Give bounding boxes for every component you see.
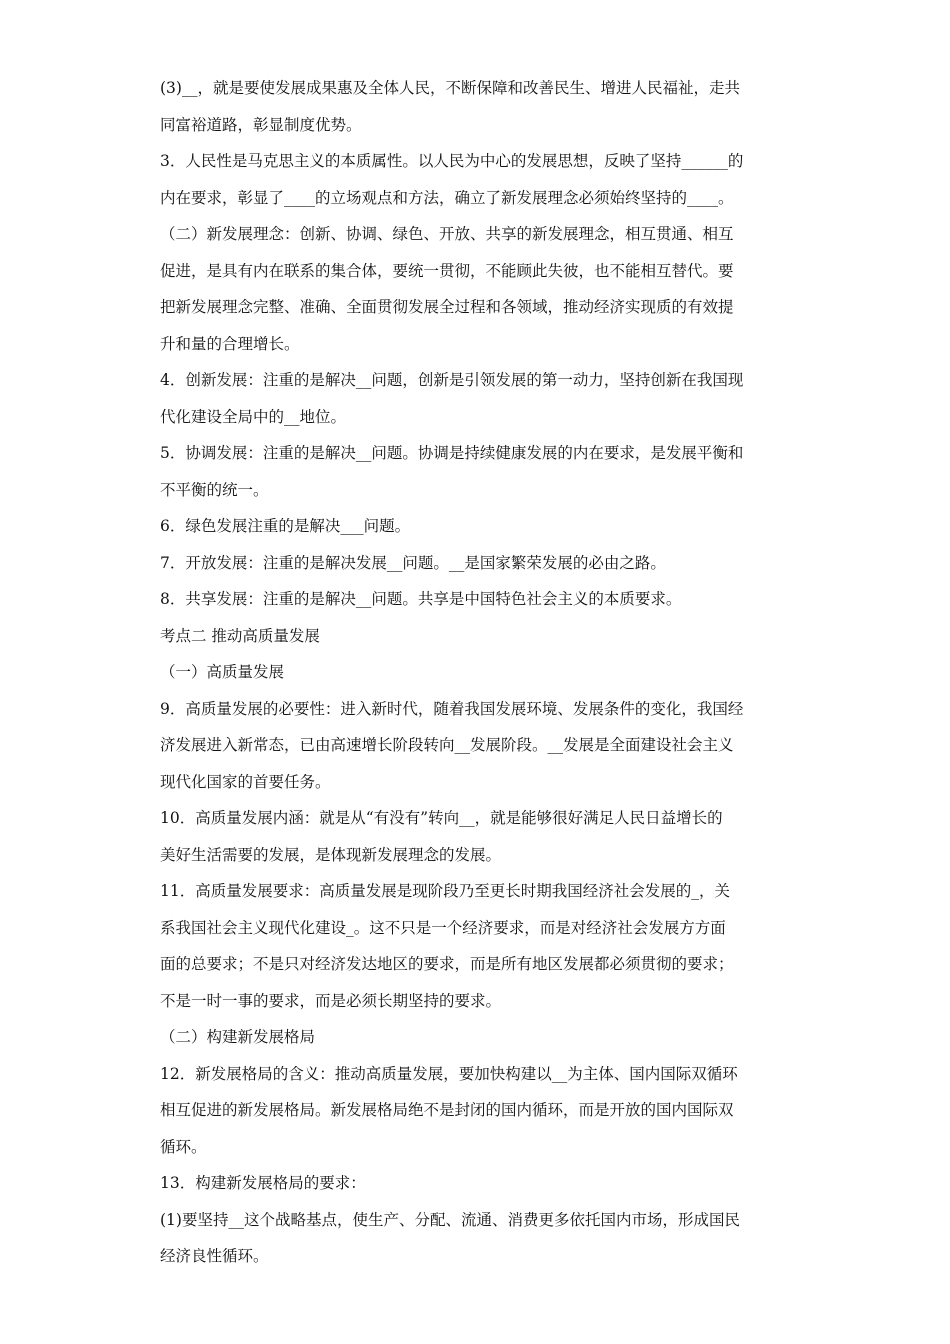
text-line: 7．开放发展：注重的是解决发展__问题。__是国家繁荣发展的必由之路。 xyxy=(160,553,666,572)
text-line: (3)__，就是要使发展成果惠及全体人民，不断保障和改善民生、增进人民福祉，走共 xyxy=(160,79,740,97)
document-body xyxy=(160,70,792,1275)
text-line: 升和量的合理增长。 xyxy=(160,334,300,353)
text-line: 循环。 xyxy=(160,1137,207,1156)
paragraph-p3-item3 xyxy=(160,70,792,143)
text-line: 考点二 推动高质量发展 xyxy=(160,626,320,645)
text-line: （一）高质量发展 xyxy=(160,663,285,681)
text-line: 6．绿色发展注重的是解决___问题。 xyxy=(160,517,411,535)
text-line: 12．新发展格局的含义：推动高质量发展，要加快构建以__为主体、国内国际双循环 xyxy=(160,1064,738,1083)
text-line: 10．高质量发展内涵：就是从“有没有”转向__，就是能够很好满足人民日益增长的 xyxy=(160,809,723,827)
text-line: 促进，是具有内在联系的集合体，要统一贯彻，不能顾此失彼，也不能相互替代。要 xyxy=(160,261,734,280)
text-line: 把新发展理念完整、准确、全面贯彻发展全过程和各领域，推动经济实现质的有效提 xyxy=(160,298,734,316)
text-line: 不是一时一事的要求，而是必须长期坚持的要求。 xyxy=(160,991,502,1010)
paragraph-q6 xyxy=(160,508,792,545)
text-line: 美好生活需要的发展，是体现新发展理念的发展。 xyxy=(160,845,502,864)
text-line: 现代化国家的首要任务。 xyxy=(160,772,331,791)
paragraph-q12 xyxy=(160,1056,792,1166)
text-line: 经济良性循环。 xyxy=(160,1247,269,1265)
text-line: 4．创新发展：注重的是解决__问题，创新是引领发展的第一动力，坚持创新在我国现 xyxy=(160,371,744,389)
text-line: 11．高质量发展要求：高质量发展是现阶段乃至更长时期我国经济社会发展的_，关 xyxy=(160,882,730,900)
paragraph-q5 xyxy=(160,435,792,508)
text-line: 5．协调发展：注重的是解决__问题。协调是持续健康发展的内在要求，是发展平衡和 xyxy=(160,444,744,462)
text-line: 8．共享发展：注重的是解决__问题。共享是中国特色社会主义的本质要求。 xyxy=(160,590,682,608)
text-line: （二）新发展理念：创新、协调、绿色、开放、共享的新发展理念，相互贯通、相互 xyxy=(160,225,734,243)
text-line: 内在要求，彰显了____的立场观点和方法，确立了新发展理念必须始终坚持的____。 xyxy=(160,188,734,207)
paragraph-q10 xyxy=(160,800,792,873)
text-line: 系我国社会主义现代化建设_。这不只是一个经济要求，而是对经济社会发展方方面 xyxy=(160,918,726,937)
text-line: 同富裕道路，彰显制度优势。 xyxy=(160,115,362,134)
paragraph-q3 xyxy=(160,143,792,216)
paragraph-q7 xyxy=(160,545,792,582)
paragraph-q9 xyxy=(160,691,792,801)
text-line: （二）构建新发展格局 xyxy=(160,1028,316,1046)
text-line: 3．人民性是马克思主义的本质属性。以人民为中心的发展思想，反映了坚持______的 xyxy=(160,152,744,170)
paragraph-q8 xyxy=(160,581,792,618)
text-line: 13．构建新发展格局的要求： xyxy=(160,1174,366,1192)
text-line: 不平衡的统一。 xyxy=(160,480,269,499)
paragraph-sec-hq xyxy=(160,654,792,691)
text-line: 相互促进的新发展格局。新发展格局绝不是封闭的国内循环，而是开放的国内国际双 xyxy=(160,1101,734,1119)
paragraph-kaodian2 xyxy=(160,618,792,655)
text-line: 济发展进入新常态，已由高速增长阶段转向__发展阶段。__发展是全面建设社会主义 xyxy=(160,736,734,754)
text-line: (1)要坚持__这个战略基点，使生产、分配、流通、消费更多依托国内市场，形成国民 xyxy=(160,1210,740,1229)
paragraph-sec-pattern xyxy=(160,1019,792,1056)
text-line: 9．高质量发展的必要性：进入新时代，随着我国发展环境、发展条件的变化，我国经 xyxy=(160,699,744,718)
paragraph-sec-new-concept xyxy=(160,216,792,362)
text-line: 面的总要求；不是只对经济发达地区的要求，而是所有地区发展都必须贯彻的要求； xyxy=(160,955,734,973)
paragraph-q11 xyxy=(160,873,792,1019)
text-line: 代化建设全局中的__地位。 xyxy=(160,407,347,426)
paragraph-q13 xyxy=(160,1165,792,1202)
paragraph-q13-item1 xyxy=(160,1202,792,1275)
paragraph-q4 xyxy=(160,362,792,435)
